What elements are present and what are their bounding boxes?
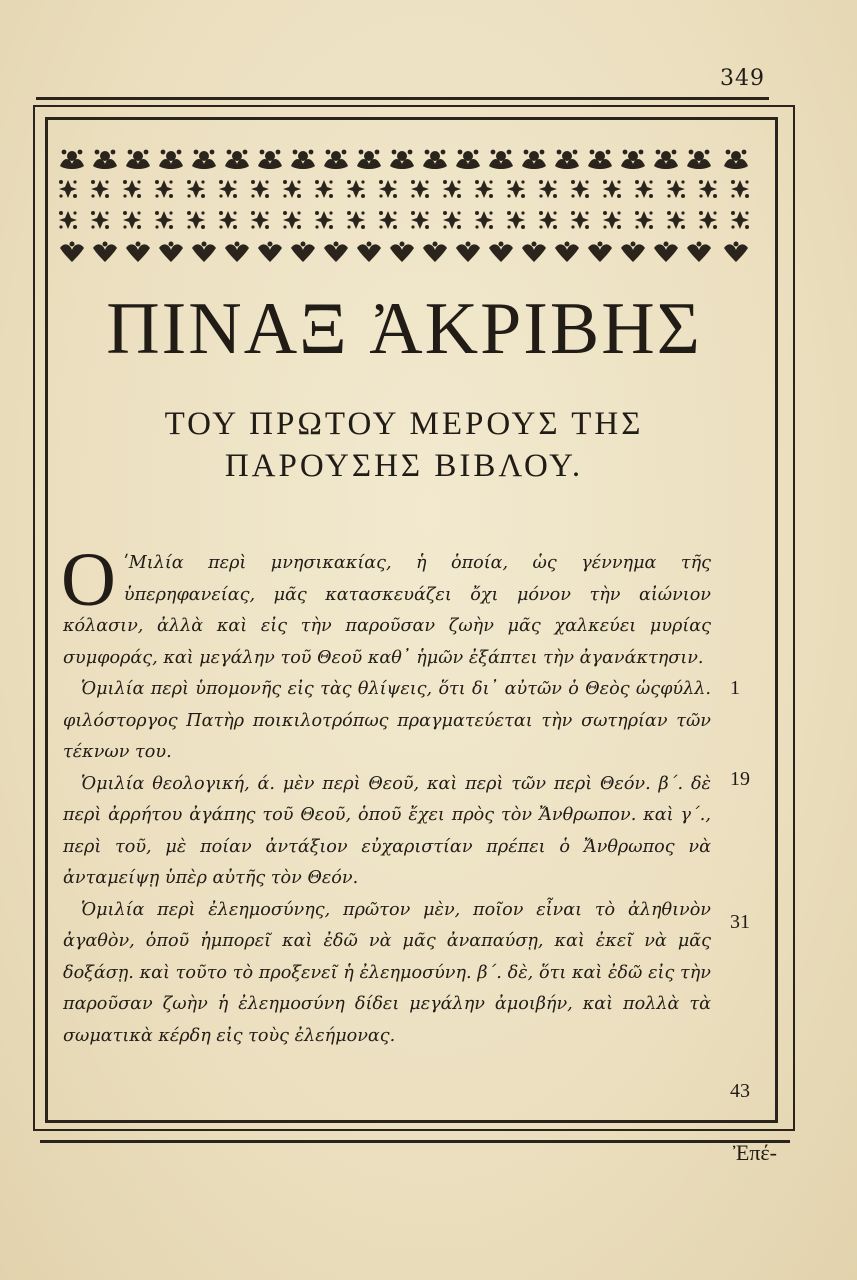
folio-abbreviation: φύλλ. xyxy=(660,679,711,699)
page-title: ΠΙΝΑΞ ἈΚΡΙΒΗΣ xyxy=(106,288,702,370)
ornament-row-4 xyxy=(60,242,748,263)
ornament-row-3 xyxy=(59,211,749,229)
ornament-row-1 xyxy=(60,150,748,169)
page-ref-2: 19 xyxy=(730,768,750,790)
toc-entry-text: ʹΜιλία περὶ μνησικακίας, ἡ ὁποία, ὡς γέννημα τῆς ὑπερηφανείας, μᾶς κατασκευάζει ὄχι μόνον τὴν αἰώνιον κόλασιν, ἀλλὰ καὶ εἰς τὴν παροῦσαν ζωὴν μᾶς χαλκεύει μυρίας συμφοράς, καὶ μεγάλην τοῦ Θεοῦ καθ᾽ ἡμῶν ἐξάπτει τὴν ἀγανάκτησιν. xyxy=(63,553,711,668)
drop-cap: Ο xyxy=(61,538,116,622)
toc-entry-text: Ὁμιλία περὶ ὑπομονῆς εἰς τὰς θλίψεις, ὅτι δι᾽ αὐτῶν ὁ Θεὸς ὡς φιλόστοργος Πατὴρ ποικιλοτρόπως πραγματεύεται τὴν σωτηρίαν τῶν τέκνων του. xyxy=(63,679,711,762)
toc-entry-3 xyxy=(63,769,711,895)
bottom-rule xyxy=(40,1140,790,1143)
toc-entry-text: Ὁμιλία περὶ ἐλεημοσύνης, πρῶτον μὲν, ποῖον εἶναι τὸ ἀληθινὸν ἀγαθὸν, ὁποῦ ἠμπορεῖ καὶ ἐδῶ νὰ μᾶς ἀναπαύσῃ, καὶ ἐκεῖ νὰ μᾶς δοξάσῃ. καὶ τοῦτο τὸ προξενεῖ ἡ ἐλεημοσύνη. β΄. δὲ, ὅτι καὶ ἐδῶ εἰς τὴν παροῦσαν ζωὴν ἡ ἐλεημοσύνη δίδει μεγάλην ἀμοιβήν, καὶ πολλὰ τὰ σωματικὰ κέρδη εἰς τοὺς ἐλεήμονας. xyxy=(63,899,711,1046)
toc-entry-text: Ὁμιλία θεολογική, ά. μὲν περὶ Θεοῦ, καὶ περὶ τῶν περὶ Θεόν. β΄. δὲ περὶ ἀρρήτου ἀγάπης τοῦ Θεοῦ, ὁποῦ ἔχει πρὸς τὸν Ἄνθρωπον. καὶ γ΄., περὶ τοῦ, μὲ ποίαν ἀντάξιον εὐχαριστίαν πρέπει ὁ Ἄνθρωπος νὰ ἀνταμείψῃ ὑπὲρ αὐτῆς τὸν Θεόν. xyxy=(63,773,711,888)
toc-entry-4 xyxy=(63,895,711,1053)
toc-entry-2 xyxy=(63,674,711,769)
subtitle-line-1: ΤΟΥ ΠΡΩΤΟΥ ΜΕΡΟΥΣ ΤΗΣ xyxy=(164,406,644,442)
table-of-contents xyxy=(61,538,711,1052)
ornament-band xyxy=(54,140,754,272)
page-ref-3: 31 xyxy=(730,911,750,933)
page-ref-1: 1 xyxy=(730,677,740,699)
toc-entry-1 xyxy=(61,538,711,699)
top-rule xyxy=(36,97,769,100)
page-ref-4: 43 xyxy=(730,1080,750,1102)
subtitle-line-2: ΠΑΡΟΥΣΗΣ ΒΙΒΛΟΥ. xyxy=(224,448,584,484)
ornament-row-2 xyxy=(59,180,749,198)
page-number: 349 xyxy=(720,66,765,91)
catchword: Ἐπέ- xyxy=(732,1140,777,1165)
